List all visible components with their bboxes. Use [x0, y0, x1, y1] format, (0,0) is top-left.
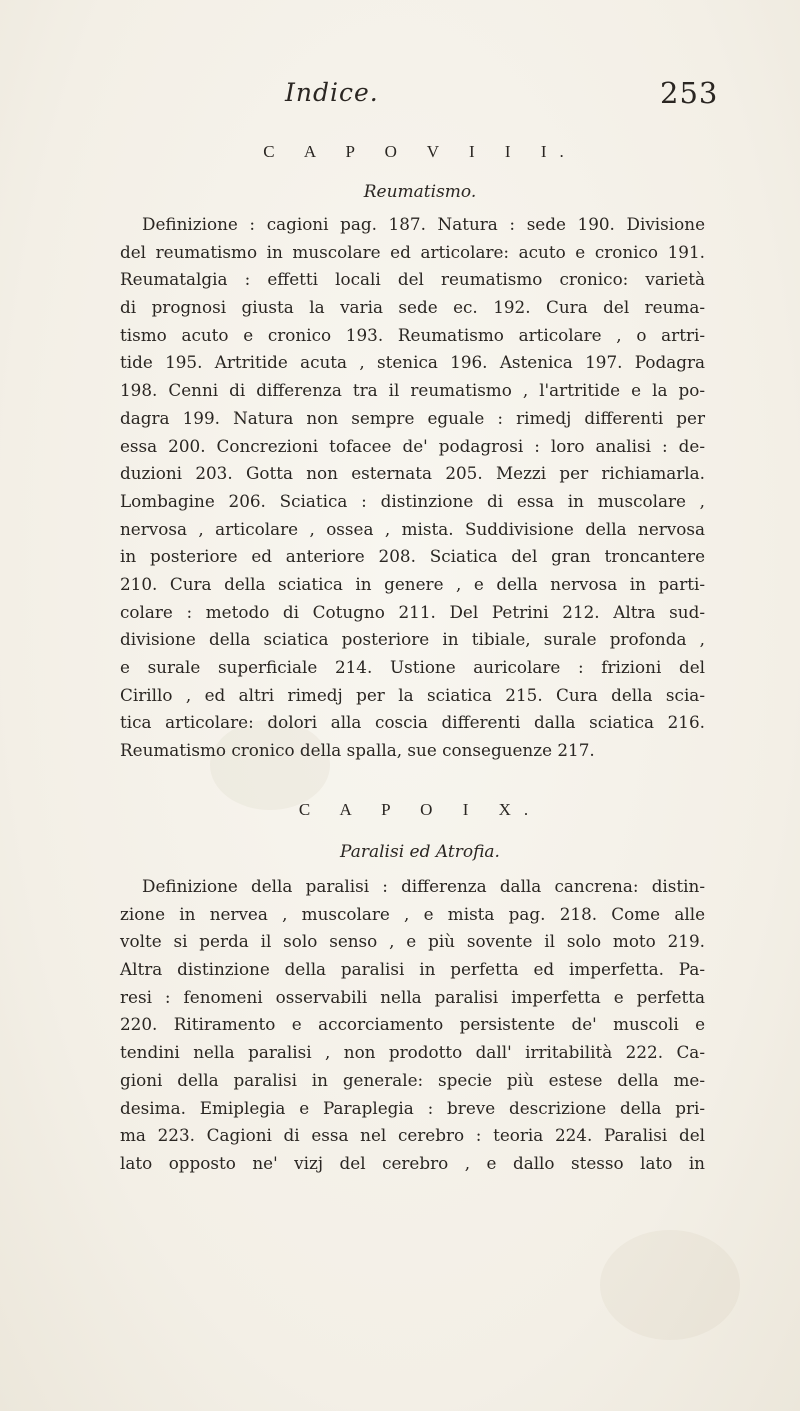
text-line: e surale superficiale 214. Ustione auricolare : frizioni del [120, 657, 705, 677]
text-line: dagra 199. Natura non sempre eguale : rimedj differenti per [120, 407, 705, 428]
text-line: Definizione della paralisi : differenza dalla cancrena: distin- [142, 876, 705, 896]
page-number: 253 [660, 76, 719, 110]
text-line: Definizione : cagioni pag. 187. Natura : sede 190. Divisione [142, 214, 705, 234]
running-head [0, 78, 800, 118]
text-line: gioni della paralisi in generale: specie più estese della me- [120, 1069, 705, 1090]
text-line: resi : fenomeni osservabili nella paralisi imperfetta e perfetta [120, 986, 705, 1007]
paper-stain [600, 1230, 740, 1340]
text-line: Cirillo , ed altri rimedj per la sciatica 215. Cura della scia- [120, 684, 705, 705]
text-line: 220. Ritiramento e accorciamento persistente de' muscoli e [120, 1014, 705, 1035]
text-line: colare : metodo di Cotugno 211. Del Petrini 212. Altra sud- [120, 601, 705, 622]
text-line: desima. Emiplegia e Paraplegia : breve descrizione della pri- [120, 1097, 705, 1118]
chapter-heading: C A P O I X. [298, 800, 542, 819]
chapter-subtitle: Paralisi ed Atrofia. [340, 842, 500, 862]
chapter-paragraph [120, 873, 705, 1178]
text-line: in posteriore ed anteriore 208. Sciatica del gran troncantere [120, 546, 705, 567]
text-line: tendini nella paralisi , non prodotto dall' irritabilità 222. Ca- [120, 1042, 705, 1063]
chapter-subtitle: Reumatismo. [363, 182, 477, 202]
text-line: Reumatalgia : effetti locali del reumatismo cronico: varietà [120, 269, 705, 290]
text-line: Altra distinzione della paralisi in perfetta ed imperfetta. Pa- [120, 959, 705, 980]
text-line: essa 200. Concrezioni tofacee de' podagrosi : loro analisi : de- [120, 435, 705, 456]
text-line: lato opposto ne' vizj del cerebro , e dallo stesso lato in [120, 1152, 705, 1173]
text-line: 198. Cenni di differenza tra il reumatismo , l'artritide e la po- [120, 380, 705, 401]
text-line: volte si perda il solo senso , e più sovente il solo moto 219. [120, 931, 705, 952]
text-line: Lombagine 206. Sciatica : distinzione di essa in muscolare , [120, 490, 705, 511]
text-line: di prognosi giusta la varia sede ec. 192. Cura del reuma- [120, 297, 705, 318]
text-line: tismo acuto e cronico 193. Reumatismo articolare , o artri- [120, 324, 705, 345]
text-line: duzioni 203. Gotta non esternata 205. Mezzi per richiamarla. [120, 463, 705, 484]
text-line: ma 223. Cagioni di essa nel cerebro : teoria 224. Paralisi del [120, 1125, 705, 1146]
text-line: tide 195. Artritide acuta , stenica 196. Astenica 197. Podagra [120, 352, 705, 373]
chapter-paragraph [120, 211, 705, 765]
text-line: del reumatismo in muscolare ed articolare: acuto e cronico 191. [120, 241, 705, 262]
text-line: nervosa , articolare , ossea , mista. Suddivisione della nervosa [120, 518, 705, 539]
running-head-title: Indice. [285, 78, 379, 107]
text-line: divisione della sciatica posteriore in tibiale, surale profonda , [120, 629, 705, 650]
text-line: 210. Cura della sciatica in genere , e della nervosa in parti- [120, 573, 705, 594]
text-line: tica articolare: dolori alla coscia differenti dalla sciatica 216. [120, 712, 705, 733]
text-line: Reumatismo cronico della spalla, sue conseguenze 217. [120, 740, 595, 761]
chapter-heading: C A P O V I I I. [263, 142, 577, 161]
text-line: zione in nervea , muscolare , e mista pag. 218. Come alle [120, 903, 705, 924]
